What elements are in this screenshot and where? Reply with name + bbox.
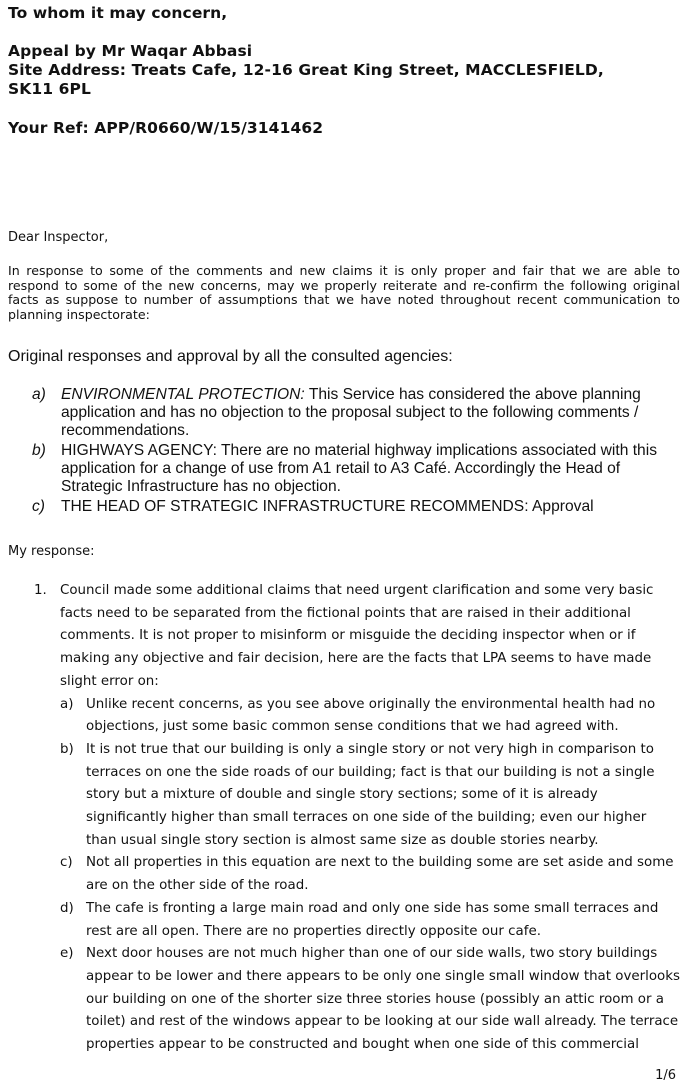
list-marker: b)	[60, 741, 74, 757]
list-marker: 1.	[34, 583, 47, 598]
original-responses-heading: Original responses and approval by all the consulted agencies:	[8, 348, 453, 365]
appeal-line: Appeal by Mr Waqar Abbasi	[8, 42, 253, 60]
letter-header	[8, 4, 604, 138]
sub-item-text: Unlike recent concerns, as you see above originally the environmental health had no objections, just some basic common sense conditions that we had agreed with.	[86, 696, 656, 735]
sub-item-a	[60, 694, 680, 739]
response-item-text: Council made some additional claims that need urgent clarification and some very basic facts need to be separated from the fictional points that are raised in their additional comments. It is not proper to misinform or misguide the deciding inspector when or if making any objective and fair decision, here are the facts that LPA seems to have made slight error on:	[60, 583, 654, 689]
response-item-1	[34, 580, 680, 1057]
sub-item-text: The cafe is fronting a large main road and only one side has some small terraces and rest are all open. There are no properties directly opposite our cafe.	[86, 900, 659, 939]
sub-item-b	[60, 739, 680, 853]
list-marker: c)	[32, 498, 45, 515]
response-list	[34, 580, 680, 1057]
agency-item-strategic	[32, 498, 682, 516]
agency-text: There are no material highway implications associated with this application for a change of use from A1 retail to A3 Café. Accordingly the Head of Strategic Infrastructure has no objection.	[61, 442, 657, 495]
agency-item-highways	[32, 442, 682, 496]
sub-item-text: Not all properties in this equation are next to the building some are set aside and some are on the other side of the road.	[86, 855, 674, 894]
reference-line: Your Ref: APP/R0660/W/15/3141462	[8, 119, 324, 137]
list-marker: d)	[60, 900, 74, 916]
agency-title: HIGHWAYS AGENCY:	[61, 442, 217, 459]
list-marker: a)	[32, 386, 46, 403]
list-marker: b)	[32, 442, 46, 459]
sub-item-text: Next door houses are not much higher than one of our side walls, two story buildings appear to be lower and there appears to be only one single small window that overlooks our building on one of the shorter size three stories house (possibly an attic room or a toilet) and rest of the windows appear to be looking at our side wall already. The terrace properties appear to be constructed and bought when one side of this commercial	[86, 946, 680, 1053]
my-response-label: My response:	[8, 544, 95, 559]
page-number: 1/6	[655, 1068, 676, 1083]
sub-item-e	[60, 943, 680, 1057]
intro-paragraph: In response to some of the comments and new claims it is only proper and fair that we are able to respond to some of the new concerns, may we properly reiterate and re-confirm the following original facts as suppose to number of assumptions that we have noted throughout recent communication to planning inspectorate:	[8, 263, 680, 322]
sub-item-c	[60, 852, 680, 897]
agency-item-environmental	[32, 386, 682, 440]
site-address-line: Site Address: Treats Cafe, 12-16 Great King Street, MACCLESFIELD,	[8, 61, 604, 79]
agency-text: Approval	[532, 498, 594, 515]
sub-list	[60, 694, 680, 1057]
list-marker: a)	[60, 696, 74, 712]
sub-item-text: It is not true that our building is only a single story or not very high in comparison to terraces on one the side roads of our building; fact is that our building is not a single story but a mixture of double and single story sections; some of it is already significantly higher than small terraces on one side of the building; even our higher than usual single story section is almost same size as double stories nearby.	[86, 741, 655, 848]
postcode-line: SK11 6PL	[8, 80, 91, 98]
greeting: Dear Inspector,	[8, 230, 109, 245]
agency-title: ENVIRONMENTAL PROTECTION:	[61, 386, 305, 403]
agency-text: This Service has considered the above planning application and has no objection to the proposal subject to the following comments / recommendations.	[61, 386, 641, 439]
agency-list	[32, 386, 682, 518]
salutation: To whom it may concern,	[8, 4, 228, 22]
sub-item-d	[60, 898, 680, 943]
list-marker: c)	[60, 855, 73, 871]
agency-title: THE HEAD OF STRATEGIC INFRASTRUCTURE RECOMMENDS:	[61, 498, 529, 515]
list-marker: e)	[60, 946, 74, 962]
